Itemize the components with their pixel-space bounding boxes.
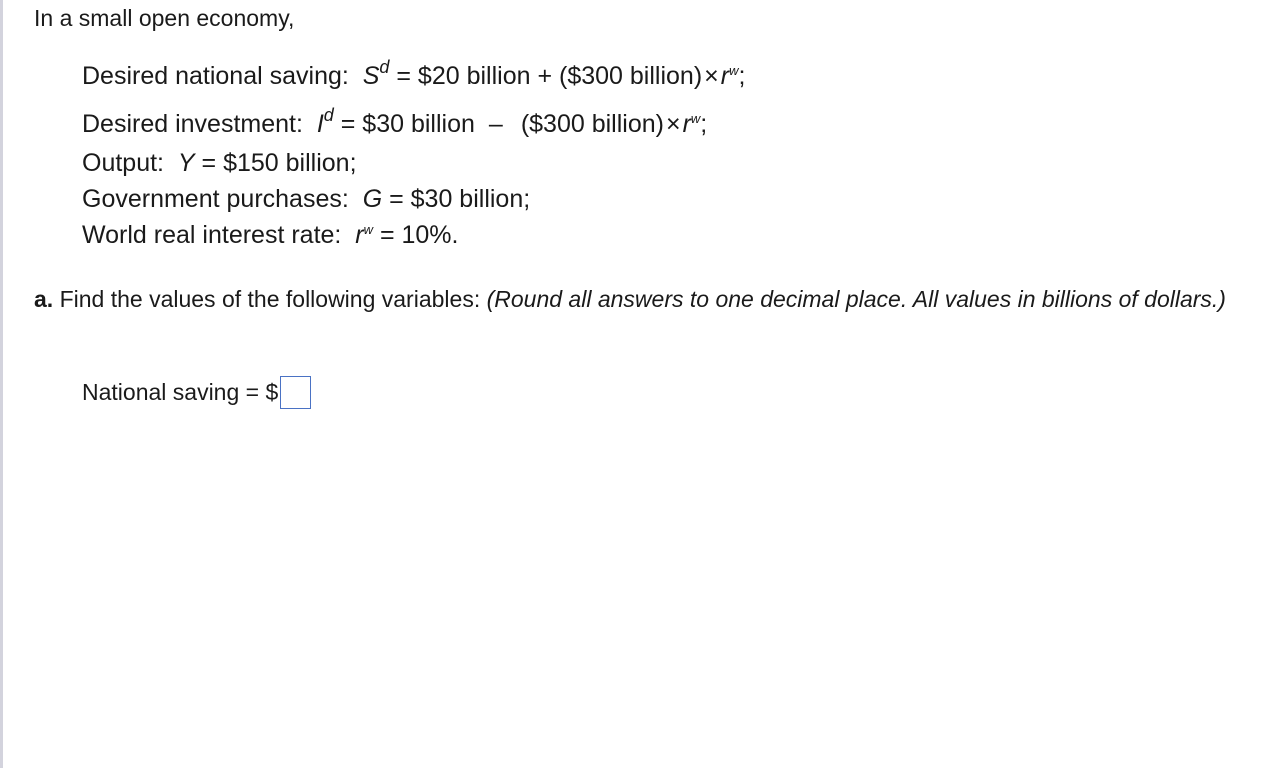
national-saving-label: National saving = $ [82,379,279,405]
investment-rhs-b: ($300 billion) [520,110,664,138]
left-border [0,0,3,768]
investment-equation [82,105,708,139]
investment-rhs: = $30 billion [340,110,475,138]
investment-superscript: d [323,105,334,125]
government-equation [82,185,530,214]
question-part-label: a. [34,286,54,312]
government-variable: G [362,185,383,213]
saving-equation [82,57,746,91]
investment-end: ; [700,110,708,138]
investment-rate-variable: r [682,110,691,138]
saving-end: ; [738,62,746,90]
output-variable: Y [177,149,195,177]
national-saving-input[interactable] [280,376,311,409]
investment-rate-superscript: w [690,111,701,126]
interest-rate-equation [82,221,458,250]
output-equation [82,149,357,178]
saving-variable: S [362,62,380,90]
government-rhs: = $30 billion; [389,185,531,213]
interest-rate-superscript: w [363,222,373,237]
question-text: Find the values of the following variables: [59,286,481,312]
interest-rate-rhs: = 10%. [379,221,459,249]
interest-rate-label: World real interest rate: [82,221,342,249]
investment-label: Desired investment: [82,110,303,138]
saving-superscript: d [379,57,390,77]
saving-times-sign: × [704,62,719,90]
saving-rate-variable: r [720,62,730,90]
interest-rate-variable: r [355,221,364,249]
national-saving-answer-row [82,376,311,409]
saving-label: Desired national saving: [82,62,349,90]
intro-text: In a small open economy, [34,5,295,31]
investment-minus-sign: – [488,110,503,138]
question-part-a [34,283,1264,315]
output-label: Output: [82,149,164,177]
government-label: Government purchases: [82,185,349,213]
investment-variable: I [316,110,324,138]
saving-rhs: = $20 billion + ($300 billion) [396,62,703,90]
question-note: (Round all answers to one decimal place. All values in billions of dollars.) [486,286,1226,312]
output-rhs: = $150 billion; [201,149,357,177]
saving-rate-superscript: w [729,63,739,78]
investment-times-sign: × [665,110,681,138]
